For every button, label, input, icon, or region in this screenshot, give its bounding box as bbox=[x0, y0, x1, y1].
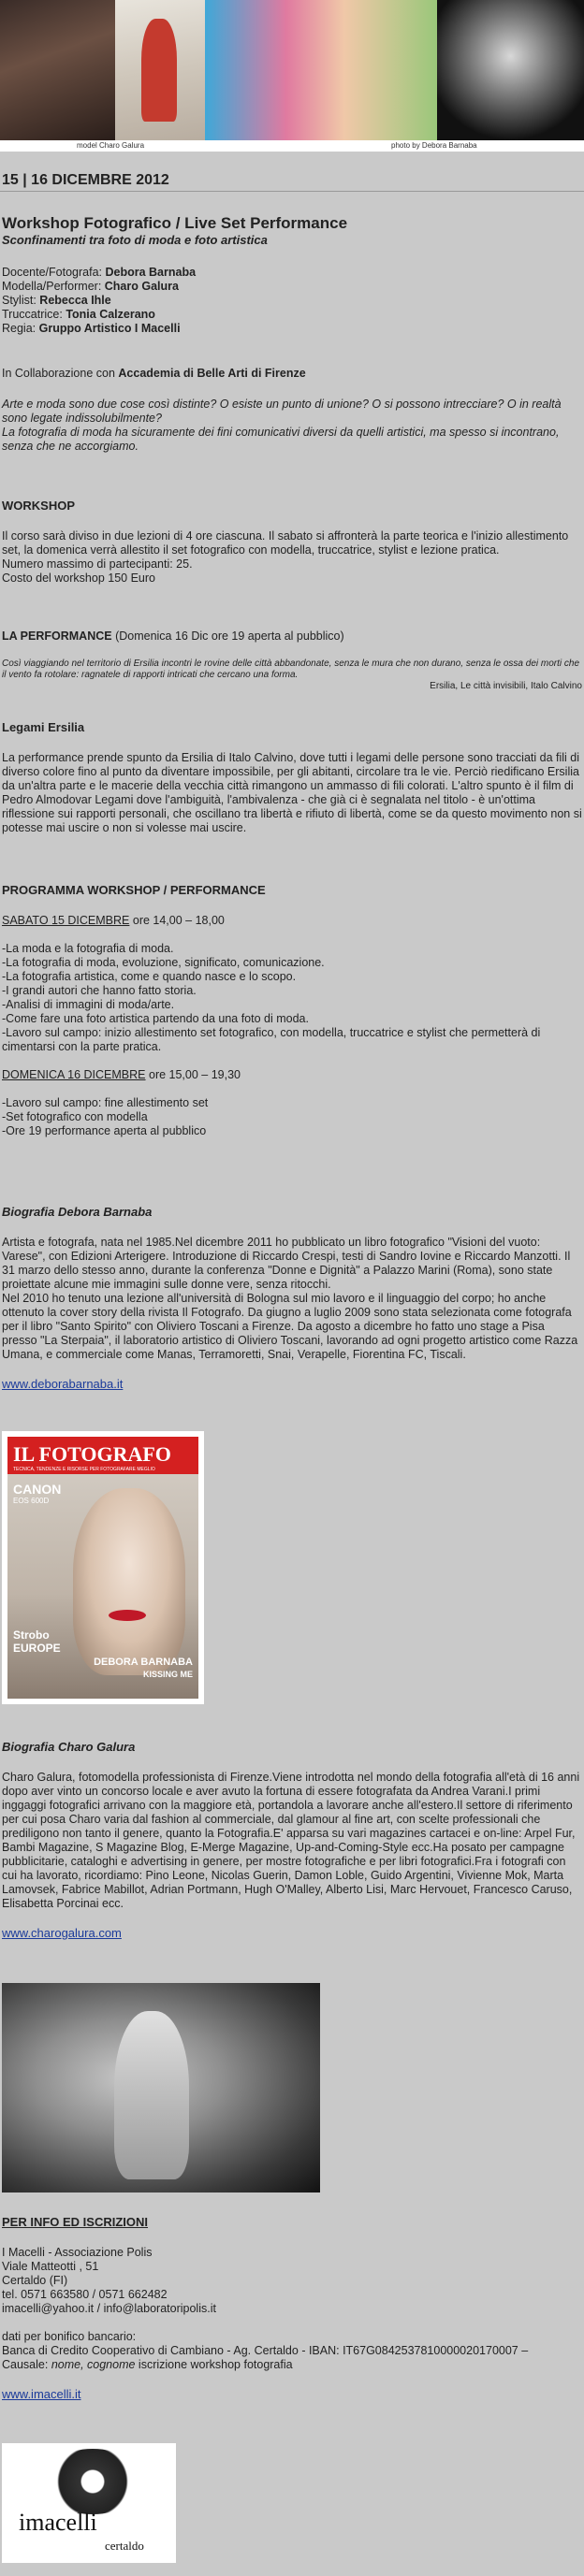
bio-charo bbox=[2, 1740, 582, 1942]
credit-line: Regia: Gruppo Artistico I Macelli bbox=[2, 322, 181, 335]
page-subtitle: Sconfinamenti tra foto di moda e foto artistica bbox=[2, 233, 268, 247]
event-date: 15 | 16 DICEMBRE 2012 bbox=[2, 172, 169, 188]
page-title: Workshop Fotografico / Live Set Performance bbox=[2, 214, 348, 232]
magazine-name: IL FOTOGRAFO bbox=[13, 1442, 171, 1466]
bio-charo-title: Biografia Charo Galura bbox=[2, 1740, 136, 1754]
cover-strobo: Strobo bbox=[13, 1628, 50, 1642]
magazine-cover bbox=[2, 1431, 204, 1704]
bio-debora bbox=[2, 1205, 582, 1393]
collaboration: In Collaborazione con Accademia di Belle Arti di Firenze bbox=[2, 367, 306, 380]
legami-section bbox=[2, 720, 582, 835]
saturday-label: SABATO 15 DICEMBRE bbox=[2, 914, 130, 927]
charo-website-link[interactable]: www.charogalura.com bbox=[2, 1926, 122, 1940]
magazine-tagline: TECNICA, TENDENZE E RISORSE PER FOTOGRAFARE MEGLIO bbox=[13, 1467, 155, 1472]
caption-photographer: photo by Debora Barnaba bbox=[391, 141, 477, 150]
bio-charo-text: Charo Galura, fotomodella professionista di Firenze.Viene introdotta nel mondo della fotografia all'età di 16 anni dopo aver vinto un concorso locale e aver avuto la fortuna di essere fotografata da Andrea Varani.I primi inggaggi fotografici arrivano con la maggiore età, portandola a lavorare anche all'estero.Il settore di riferimento per cui posa Charo varia dal fashion al commerciale, dal glamour al fine art, con scelte professionali che prediligono non tanto il genere, quanto la Fotografia.E' apparsa su vari magazines cartacei e on-line: Arpel Fur, Bambi Magazine, S Magazine Blog, E-Merge Magazine, Up-and-Coming-Style ecc.Ha posato per campagne pubblicitarie, cataloghi e advertising in genere, per mostre fotografiche e per libri fotografici.Fra i fotografi con cui ha lavorato, ricordiamo: Pino Leone, Nicolas Guerin, Damon Loble, Guido Argentini, Vivienne Mok, Marta Lamovsek, Fabrice Mabillot, Adrian Portmann, Hugh O'Malley, Alberto Lisi, Marc Hervouet, Francesco Caruso, Elisabetta Porcinai ecc. bbox=[2, 1771, 580, 1910]
program-item: -La fotografia di moda, evoluzione, significato, comunicazione. bbox=[2, 956, 325, 969]
program-item: -I grandi autori che hanno fatto storia. bbox=[2, 984, 197, 997]
workshop-title: WORKSHOP bbox=[2, 499, 75, 513]
workshop-line: Numero massimo di partecipanti: 25. bbox=[2, 557, 193, 571]
bank-label: dati per bonifico bancario: bbox=[2, 2330, 137, 2343]
causale-label: Causale: bbox=[2, 2358, 51, 2371]
workshop-line: Il corso sarà diviso in due lezioni di 4 ore ciascuna. Il sabato si affronterà la parte teorica e l'inizio allestimento set, la domenica verrà allestito il set fotografico con modella, truccatrice, stylist e lezione pratica. bbox=[2, 529, 569, 557]
cover-face bbox=[73, 1488, 185, 1675]
model-photo-1 bbox=[0, 0, 115, 140]
caption-model: model Charo Galura bbox=[77, 141, 145, 150]
charo-photo bbox=[2, 1983, 320, 2192]
bio-debora-text: Artista e fotografa, nata nel 1985.Nel dicembre 2011 ho pubblicato un libro fotografico "Visioni del vuoto: Varese", con Edizioni Arterigere. Introduzione di Riccardo Crespi, testi di Sandro Iovine e Riccardo Manzotti. Il 31 marzo dello stesso anno, durante la conferenza "Donne e Dignità" a Palazzo Marini (Roma), sono state proiettate alcune mie immagini sulle donne vere, senza ritocchi. bbox=[2, 1236, 571, 1291]
calvino-quote: Così viaggiando nel territorio di Ersilia incontri le rovine delle città abbandonate, senza le mura che non durano, senza le ossa dei morti che il vento fa rotolare: ragnatele di rapporti intricati che cercano una forma. bbox=[2, 658, 580, 680]
saturday-time: ore 14,00 – 18,00 bbox=[129, 914, 225, 927]
imacelli-logo bbox=[2, 2443, 176, 2563]
performance-note: (Domenica 16 Dic ore 19 aperta al pubblico) bbox=[111, 630, 344, 643]
program-item: -Analisi di immagini di moda/arte. bbox=[2, 998, 175, 1011]
quote-source: Ersilia, Le città invisibili, Italo Calvino bbox=[430, 681, 582, 691]
program-item: -Set fotografico con modella bbox=[2, 1110, 148, 1123]
cover-name: DEBORA BARNABA bbox=[94, 1657, 193, 1668]
legami-title: Legami Ersilia bbox=[2, 720, 85, 734]
model-photo-2 bbox=[115, 0, 205, 140]
info-line: imacelli@yahoo.it / info@laboratoripolis.it bbox=[2, 2302, 216, 2315]
cover-europe: EUROPE bbox=[13, 1642, 61, 1655]
magazine-brand: CANON bbox=[13, 1482, 62, 1497]
sunday-time: ore 15,00 – 19,30 bbox=[145, 1068, 241, 1081]
credit-line: Docente/Fotografa: Debora Barnaba bbox=[2, 266, 197, 279]
photo-banner bbox=[0, 0, 584, 152]
logo-subtext: certaldo bbox=[105, 2539, 144, 2553]
bio-debora-title: Biografia Debora Barnaba bbox=[2, 1205, 153, 1219]
credits bbox=[2, 266, 582, 336]
record-icon bbox=[41, 2449, 144, 2514]
magazine-brand-sub: EOS 600D bbox=[13, 1497, 50, 1505]
bank-details: Banca di Credito Cooperativo di Cambiano - Ag. Certaldo - IBAN: IT67G0842537810000020170007 – bbox=[2, 2344, 529, 2357]
sunday-label: DOMENICA 16 DICEMBRE bbox=[2, 1068, 146, 1081]
intro-text-2: La fotografia di moda ha sicuramente dei fini comunicativi diversi da quelli artistici, ma spesso si incontrano, senza che ne accorgiamo. bbox=[2, 426, 560, 453]
info-line: I Macelli - Associazione Polis bbox=[2, 2246, 153, 2259]
info-title: PER INFO ED ISCRIZIONI bbox=[2, 2215, 149, 2229]
info-line: tel. 0571 663580 / 0571 662482 bbox=[2, 2288, 168, 2301]
info-section bbox=[2, 2215, 582, 2403]
causale-text: iscrizione workshop fotografia bbox=[135, 2358, 293, 2371]
workshop-section bbox=[2, 499, 582, 586]
performance-section bbox=[2, 630, 582, 692]
credit-line: Stylist: Rebecca Ihle bbox=[2, 294, 111, 307]
program-item: -Lavoro sul campo: fine allestimento set bbox=[2, 1096, 209, 1109]
intro bbox=[2, 398, 582, 454]
model-photo-3 bbox=[205, 0, 437, 140]
program-item: -La fotografia artistica, come e quando nasce e lo scopo. bbox=[2, 970, 297, 983]
intro-text: Arte e moda sono due cose così distinte? O esiste un punto di unione? O si possono intrecciare? O in realtà sono legate indissolubilmente? bbox=[2, 398, 562, 425]
imacelli-website-link[interactable]: www.imacelli.it bbox=[2, 2387, 81, 2401]
program-item: -La moda e la fotografia di moda. bbox=[2, 942, 174, 955]
performance-title: LA PERFORMANCE bbox=[2, 630, 112, 643]
bio-debora-text-2: Nel 2010 ho tenuto una lezione all'università di Bologna sul mio lavoro e il linguaggio del corpo; ho anche ottenuto la cover story della rivista Il Fotografo. Da giugno a luglio 2009 sono stata selezionata come fotografa per il libro "Santo Spirito" con Oliviero Toscani a Firenze. Da agosto a dicembre ho fatto uno stage a Pisa presso "La Sterpaia", il laboratorio artistico di Oliviero Toscani, lavorando ad ogni progetto artistico come Razza Umana, e commerciale come Manas, Terramoretti, Snai, Verapelle, Fiorentina FC, Tiscali. bbox=[2, 1292, 578, 1361]
causale-name: nome, cognome bbox=[51, 2358, 136, 2371]
credit-line: Truccatrice: Tonia Calzerano bbox=[2, 308, 155, 321]
credit-line: Modella/Performer: Charo Galura bbox=[2, 280, 179, 293]
info-line: Certaldo (FI) bbox=[2, 2274, 68, 2287]
info-line: Viale Matteotti , 51 bbox=[2, 2260, 99, 2273]
debora-website-link[interactable]: www.deborabarnaba.it bbox=[2, 1377, 124, 1391]
divider bbox=[0, 191, 584, 192]
program-item: -Come fare una foto artistica partendo da una foto di moda. bbox=[2, 1012, 309, 1025]
workshop-line: Costo del workshop 150 Euro bbox=[2, 572, 155, 585]
cover-sub: KISSING ME bbox=[142, 1670, 193, 1679]
title-block bbox=[2, 214, 582, 247]
logo-text: imacelli bbox=[19, 2509, 97, 2536]
legami-text: La performance prende spunto da Ersilia di Italo Calvino, dove tutti i legami delle persone sono tracciati da fili di diverso colore fino al punto da diventare impossibile, per gli abitanti, circolare tra le vie. Perciò riedificano Ersilia da un'altra parte e le macerie della vecchia città rimangono un ammasso di fili colorati. L'altro spunto è il film di Pedro Almodovar Legami dove l'ambiguità, l'ambivalenza - che già ci è segnalata nel titolo - è un'ottima riflessione sui rapporti personali, che oscillano tra libertà e rifiuto di libertà, come se da questo movimento non si potesse mai uscire o non si volesse mai uscire. bbox=[2, 751, 582, 834]
program-item: -Lavoro sul campo: inizio allestimento set fotografico, con modella, truccatrice e stylist che permetterà di cimentarsi con la parte pratica. bbox=[2, 1026, 541, 1053]
program-section bbox=[2, 883, 582, 1138]
program-title: PROGRAMMA WORKSHOP / PERFORMANCE bbox=[2, 883, 266, 897]
model-photo-4 bbox=[437, 0, 584, 140]
program-item: -Ore 19 performance aperta al pubblico bbox=[2, 1124, 207, 1137]
